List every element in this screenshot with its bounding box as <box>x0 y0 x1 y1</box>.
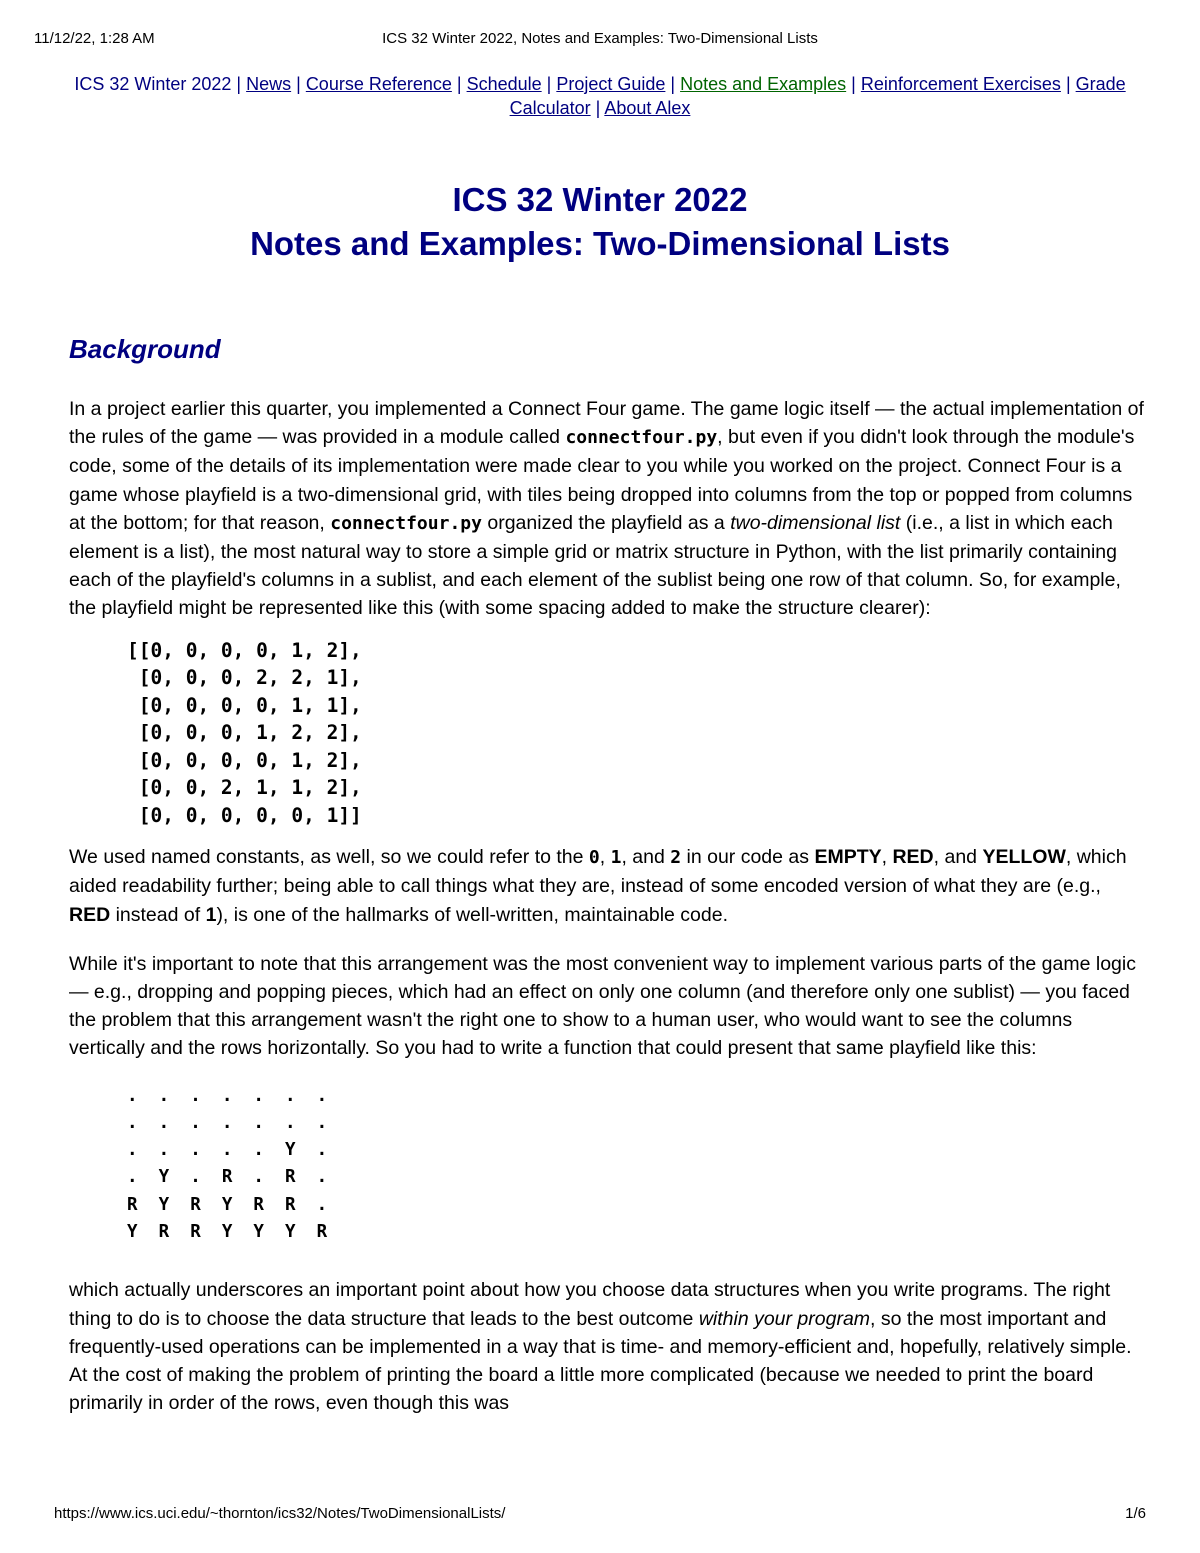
print-date: 11/12/22, 1:28 AM <box>34 30 155 47</box>
print-doc-title: ICS 32 Winter 2022, Notes and Examples: Two-Dimensional Lists <box>382 30 818 47</box>
page-title-course: ICS 32 Winter 2022 <box>452 181 748 218</box>
constant-yellow: YELLOW <box>982 846 1066 869</box>
nav-link-notes-and-examples[interactable]: Notes and Examples <box>680 74 847 94</box>
emphasis-term: two-dimensional list <box>730 511 901 534</box>
nav-link-about-alex[interactable]: About Alex <box>604 98 691 118</box>
main-content <box>69 333 1144 1417</box>
nav-link-schedule[interactable]: Schedule <box>466 74 542 94</box>
emphasis-term: within your program <box>698 1307 871 1330</box>
paragraph-data-structures: which actually underscores an important point about how you choose data structures when you write programs. The right thing to do is to choose the data structure that leads to the best outcome within your program, so the most important and frequently-used operations can be implemented in a way that is time- and memory-efficient and, hopefully, relatively simple. At the cost of making the problem of printing the board a little more complicated (because we needed to print the board primarily in order of the rows, even though this was <box>69 1279 1132 1415</box>
code-block-list: [[0, 0, 0, 0, 1, 2], [0, 0, 0, 2, 2, 1], [0, 0, 0, 0, 1, 1], [0, 0, 0, 1, 2, 2], [0, 0, 0, 0, 1, 2], [0, 0, 2, 1, 1, 2], [0, 0, 0, 0, 0, 1]] <box>127 638 362 827</box>
constant-red: RED <box>892 846 934 869</box>
top-navigation: ICS 32 Winter 2022 | News | Course Reference | Schedule | Project Guide | Notes and Examples | Reinforcement Exercises | Grade Calculator | About Alex <box>74 74 1126 118</box>
page-title-topic: Notes and Examples: Two-Dimensional Lists <box>250 225 950 262</box>
code-block-board: . . . . . . . . . . . . . . . . . . . Y . . Y . R . R . R Y R Y R R . Y R R Y Y Y R <box>127 1085 328 1243</box>
nav-link-project-guide[interactable]: Project Guide <box>556 74 666 94</box>
print-url: https://www.ics.uci.edu/~thornton/ics32/Notes/TwoDimensionalLists/ <box>54 1505 506 1522</box>
nav-link-course-reference[interactable]: Course Reference <box>305 74 452 94</box>
constant-empty: EMPTY <box>814 846 882 869</box>
page-title <box>0 178 1200 266</box>
nav-link-news[interactable]: News <box>246 74 292 94</box>
nav-link-grade-calculator[interactable]: Grade Calculator <box>509 74 1126 118</box>
code-module-name: connectfour.py <box>565 427 718 449</box>
paragraph-constants: We used named constants, as well, so we could refer to the 0, 1, and 2 in our code as EMPTY, RED, and YELLOW, which aided readability further; being able to call things what they are, instead of some encoded version of what they are (e.g., RED instead of 1), is one of the hallmarks of well-written, maintainable code. <box>69 846 1127 926</box>
print-page-number: 1/6 <box>1125 1505 1146 1522</box>
nav-link-reinforcement-exercises[interactable]: Reinforcement Exercises <box>860 74 1061 94</box>
print-header <box>34 30 1166 50</box>
paragraph-arrangement: While it's important to note that this arrangement was the most convenient way to implement various parts of the game logic — e.g., dropping and popping pieces, which had an effect on only one column (and therefore only one sublist) — you faced the problem that this arrangement wasn't the right one to show to a human user, who would want to see the columns vertically and the rows horizontally. So you had to write a function that could present that same playfield like this: <box>69 952 1136 1060</box>
nav-site-name: ICS 32 Winter 2022 <box>74 74 232 94</box>
section-heading-background: Background <box>69 334 221 364</box>
paragraph-intro: In a project earlier this quarter, you implemented a Connect Four game. The game logic itself — the actual implementation of the rules of the game — was provided in a module called connectfour.py, but even if you didn't look through the module's code, some of the details of its implementation were made clear to you while you worked on the project. Connect Four is a game whose playfield is a two-dimensional grid, with tiles being dropped into columns from the top or popped from columns at the bottom; for that reason, connectfour.py organized the playfield as a two-dimensional list (i.e., a list in which each element is a list), the most natural way to store a simple grid or matrix structure in Python, with the list primarily containing each of the playfield's columns in a sublist, and each element of the sublist being one row of that column. So, for example, the playfield might be represented like this (with some spacing added to make the structure clearer): <box>69 398 1144 620</box>
code-module-name: connectfour.py <box>330 512 482 534</box>
